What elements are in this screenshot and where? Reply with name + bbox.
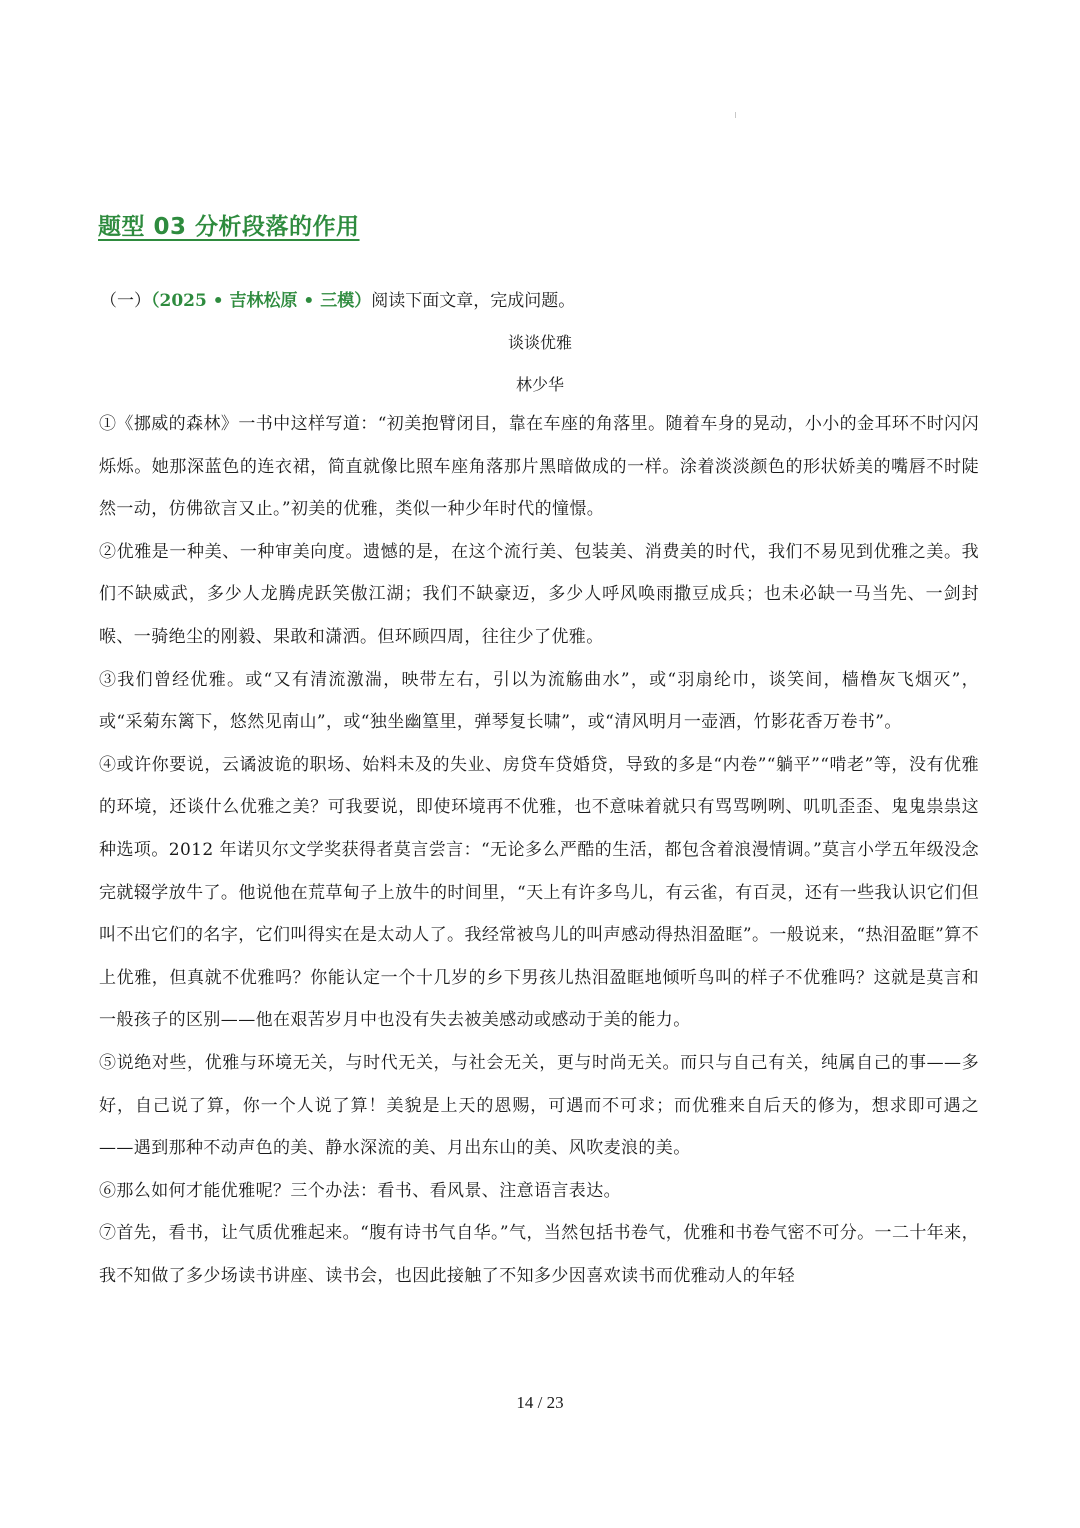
article-title: 谈谈优雅 [507,333,572,352]
paragraph-7: ⑦首先，看书，让气质优雅起来。“腹有诗书气自华。”气，当然包括书卷气，优雅和书卷气密不可分。一二十年来，我不知做了多少场读书讲座、读书会，也因此接触了不知多少因喜欢读书而优雅动人的年轻 [99,1223,979,1286]
paragraph-6: ⑥那么如何才能优雅呢？三个办法：看书、看风景、注意语言表达。 [99,1180,621,1201]
article-author: 林少华 [515,375,564,394]
question-header [100,286,575,311]
page-number: 14 / 23 [516,1393,564,1412]
paragraph-4: ④或许你要说，云谲波诡的职场、始料未及的失业、房贷车贷婚贷，导致的多是“内卷”“躺平”“啃老”等，没有优雅的环境，还谈什么优雅之美？可我要说，即使环境再不优雅，也不意味着就只有骂骂咧咧、叽叽歪歪、鬼鬼祟祟这种选项。2012 年诺贝尔文学奖获得者莫言尝言：“无论多么严酷的生活，都包含着浪漫情调。”莫言小学五年级没念完就辍学放牛了。他说他在荒草甸子上放牛的时间里，“天上有许多鸟儿，有云雀，有百灵，还有一些我认识它们但叫不出它们的名字，它们叫得实在是太动人了。我经常被鸟儿的叫声感动得热泪盈眶”。一般说来，“热泪盈眶”算不上优雅，但真就不优雅吗？你能认定一个十几岁的乡下男孩儿热泪盈眶地倾听鸟叫的样子不优雅吗？这就是莫言和一般孩子的区别——他在艰苦岁月中也没有失去被美感动或感动于美的能力。 [99,754,979,1031]
question-source: （2025 • 吉林松原 • 三模） [151,291,372,311]
paragraph-1: ①《挪威的森林》一书中这样写道：“初美抱臂闭目，靠在车座的角落里。随着车身的晃动，小小的金耳环不时闪闪烁烁。她那深蓝色的连衣裙，简直就像比照车座角落那片黑暗做成的一样。涂着淡淡颜色的形状娇美的嘴唇不时陡然一动，仿佛欲言又止。”初美的优雅，类似一种少年时代的憧憬。 [99,414,979,520]
article-body [99,403,979,1297]
paragraph-5: ⑤说绝对些，优雅与环境无关，与时代无关，与社会无关，更与时尚无关。而只与自己有关，纯属自己的事——多好，自己说了算，你一个人说了算！美貌是上天的恩赐，可遇而不可求；而优雅来自后天的修为，想求即可遇之——遇到那种不动声色的美、静水深流的美、月出东山的美、风吹麦浪的美。 [99,1052,979,1159]
question-prompt: 阅读下面文章，完成问题。 [371,291,576,311]
question-number: （一） [100,291,151,311]
section-title: 题型 03 分析段落的作用 [98,214,360,240]
paragraph-2: ②优雅是一种美、一种审美向度。遗憾的是，在这个流行美、包装美、消费美的时代，我们不易见到优雅之美。我们不缺威武，多少人龙腾虎跃笑傲江湖；我们不缺豪迈，多少人呼风唤雨撒豆成兵；也未必缺一马当先、一剑封喉、一骑绝尘的刚毅、果敢和潇洒。但环顾四周，往往少了优雅。 [99,541,979,647]
paragraph-3: ③我们曾经优雅。或“又有清流激湍，映带左右，引以为流觞曲水”，或“羽扇纶巾，谈笑间，樯橹灰飞烟灭”，或“采菊东篱下，悠然见南山”，或“独坐幽篁里，弹琴复长啸”，或“清风明月一壶酒，竹影花香万卷书”。 [99,669,979,733]
scan-mark [735,112,736,118]
